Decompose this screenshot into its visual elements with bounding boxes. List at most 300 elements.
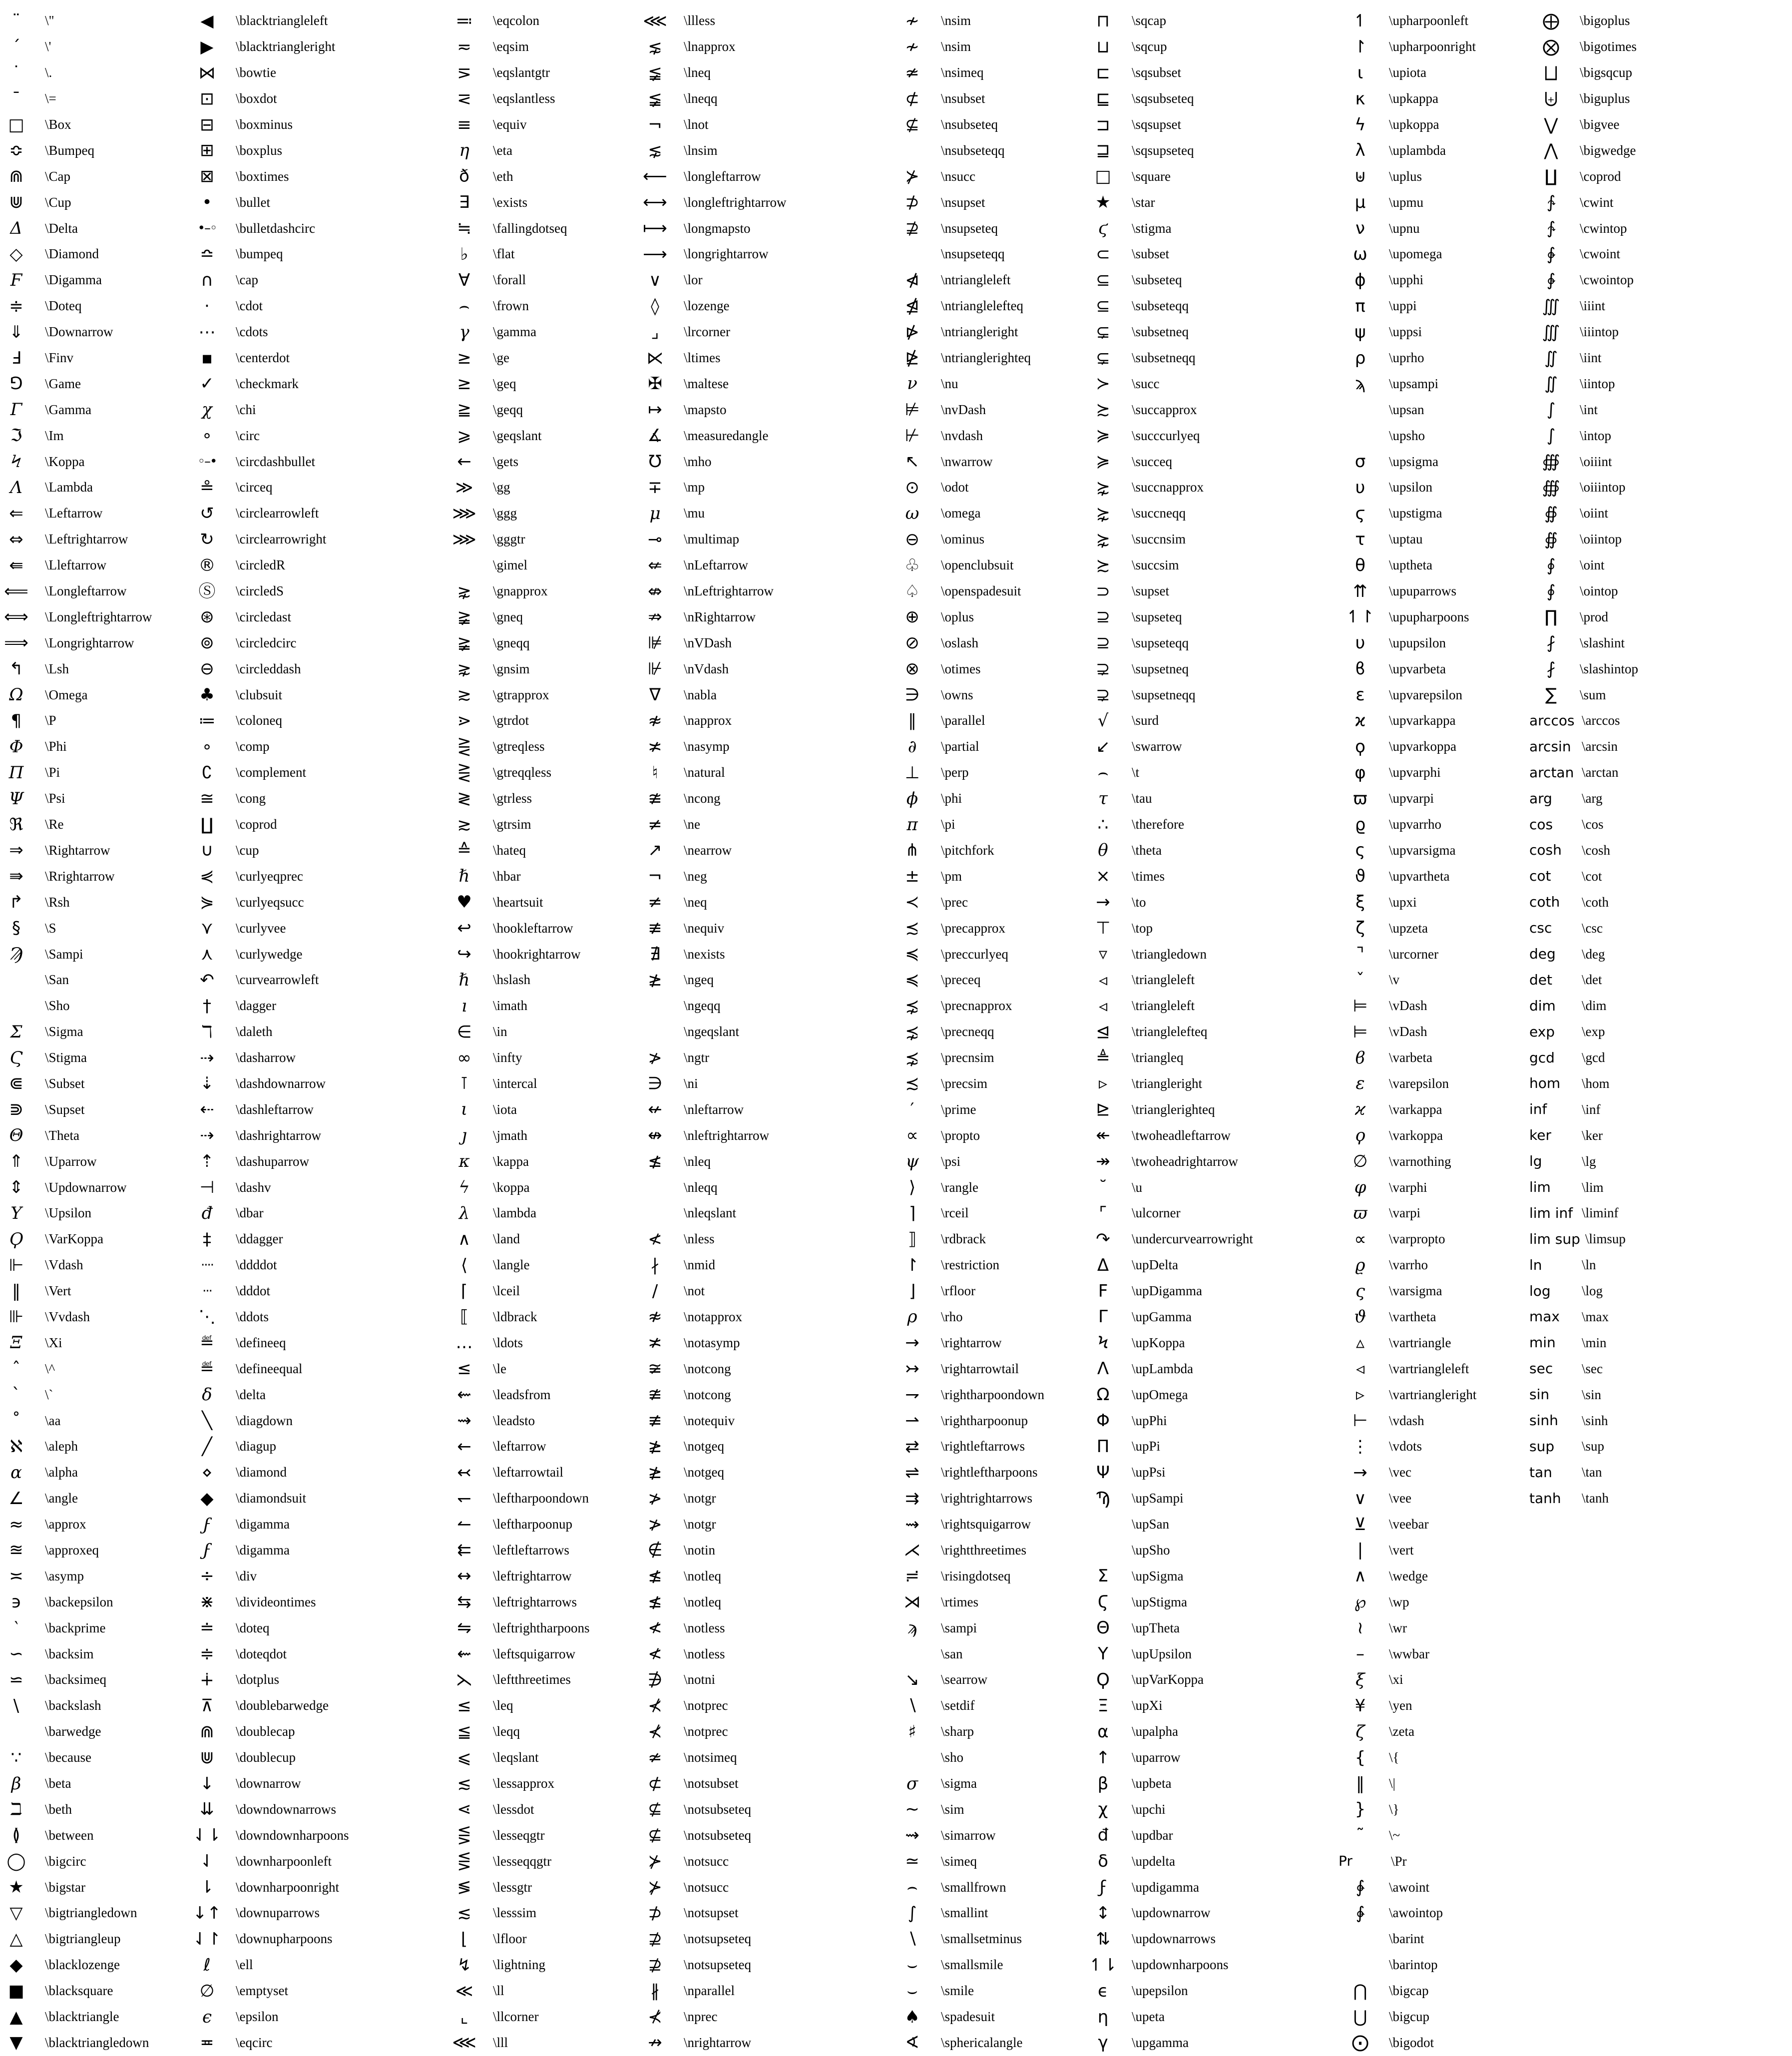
symbol-command: \gneq — [493, 609, 523, 624]
symbol-command: \upSho — [1132, 1542, 1170, 1557]
symbol-row — [183, 241, 349, 267]
symbol-row — [889, 1019, 1044, 1045]
symbol-command: \doteqdot — [236, 1646, 287, 1661]
symbol-column — [631, 8, 786, 2056]
symbol-row — [1337, 1512, 1476, 1538]
symbol-glyph: ∘ — [201, 736, 213, 757]
symbol-glyph: ⋓ — [200, 1747, 214, 1768]
symbol-command: \= — [45, 91, 56, 106]
symbol-row — [889, 241, 1044, 267]
symbol-row — [1527, 1148, 1638, 1174]
symbol-glyph: ⇅ — [1096, 1929, 1110, 1949]
symbol-row — [1079, 189, 1253, 215]
symbol-glyph: ⊕ — [905, 607, 919, 627]
symbol-command: \Longleftrightarrow — [45, 609, 152, 624]
symbol-command: \eqslantless — [493, 91, 555, 106]
symbol-command: \notsucc — [684, 1879, 729, 1895]
symbol-command: \upsho — [1389, 428, 1425, 443]
symbol-command: \notsupseteq — [684, 1931, 751, 1947]
symbol-glyph: gcd — [1529, 1049, 1555, 1066]
symbol-glyph: Π — [1096, 1436, 1110, 1457]
symbol-glyph: Δ — [10, 218, 22, 239]
symbol-glyph: § — [12, 918, 20, 939]
symbol-row — [889, 1538, 1044, 1563]
symbol-row — [1337, 863, 1476, 889]
symbol-command: \upzeta — [1389, 920, 1428, 936]
symbol-command: \beth — [45, 1801, 72, 1817]
symbol-row — [1337, 993, 1476, 1019]
symbol-glyph: △ — [9, 1929, 23, 1949]
symbol-row — [1079, 2030, 1253, 2056]
symbol-glyph: ≺ — [905, 892, 919, 913]
symbol-command: \Vvdash — [45, 1309, 90, 1324]
symbol-glyph: Pr — [1339, 1853, 1352, 1870]
symbol-glyph: Ϟ — [1097, 1333, 1109, 1353]
symbol-command: \coth — [1582, 894, 1609, 910]
symbol-row — [183, 501, 349, 526]
symbol-glyph: ⋁ — [1544, 114, 1558, 135]
symbol-command: \nVdash — [684, 661, 729, 676]
symbol-row — [0, 1848, 152, 1874]
symbol-command: \Longrightarrow — [45, 635, 134, 650]
symbol-command: \ncong — [684, 791, 721, 806]
symbol-command: \min — [1582, 1335, 1607, 1350]
symbol-command: \notleq — [684, 1568, 721, 1583]
symbol-glyph: ← — [457, 1436, 471, 1457]
symbol-column — [1337, 8, 1476, 2056]
symbol-command: \nsimeq — [941, 65, 984, 80]
symbol-command: \ntriangleleft — [941, 272, 1011, 288]
symbol-glyph: ⇜ — [457, 1385, 471, 1405]
symbol-row — [1079, 526, 1253, 552]
symbol-command: \blacktriangleleft — [236, 13, 328, 28]
symbol-row — [183, 1745, 349, 1771]
symbol-command: \" — [45, 13, 54, 28]
symbol-row — [183, 915, 349, 941]
symbol-command: \openspadesuit — [941, 583, 1021, 599]
symbol-row — [441, 501, 589, 526]
symbol-row — [889, 734, 1044, 760]
symbol-row — [1079, 1615, 1253, 1641]
symbol-row — [183, 682, 349, 708]
symbol-row — [183, 163, 349, 189]
symbol-command: \~ — [1389, 1827, 1400, 1843]
symbol-glyph: Ⓢ — [198, 581, 216, 601]
symbol-row — [631, 2004, 786, 2030]
symbol-glyph: ⊉ — [905, 218, 919, 239]
symbol-row — [1079, 734, 1253, 760]
symbol-glyph: ϑ — [1354, 866, 1366, 887]
symbol-command: \bigstar — [45, 1879, 85, 1895]
symbol-row — [183, 1874, 349, 1900]
symbol-row — [889, 1096, 1044, 1122]
symbol-row — [631, 552, 786, 578]
symbol-command: \downupharpoons — [236, 1931, 333, 1947]
symbol-glyph: ⇢ — [200, 1125, 214, 1146]
symbol-glyph: ⊀ — [648, 2007, 662, 2027]
symbol-command: \^ — [45, 1361, 55, 1376]
symbol-row — [441, 1460, 589, 1486]
symbol-row — [0, 1356, 152, 1382]
symbol-row — [441, 786, 589, 812]
symbol-row — [183, 786, 349, 812]
symbol-command: \dagger — [236, 998, 276, 1014]
symbol-glyph: ↯ — [457, 1955, 471, 1975]
symbol-row — [0, 1926, 152, 1952]
symbol-glyph: coth — [1529, 894, 1560, 911]
symbol-glyph: ι — [1357, 62, 1363, 83]
symbol-command: \nvDash — [941, 402, 986, 417]
symbol-row — [0, 2030, 152, 2056]
symbol-command: \twoheadleftarrow — [1132, 1127, 1231, 1143]
symbol-glyph: ≐ — [200, 1618, 214, 1638]
symbol-glyph: ⨀ — [1351, 2033, 1369, 2053]
symbol-row — [889, 1304, 1044, 1330]
symbol-row — [441, 86, 589, 112]
symbol-row — [1079, 371, 1253, 397]
symbol-glyph: ⌉ — [908, 1203, 916, 1223]
symbol-glyph: { — [1354, 1747, 1366, 1768]
symbol-glyph: ⊀ — [648, 1721, 662, 1742]
symbol-command: \wp — [1389, 1594, 1409, 1609]
symbol-command: \upupharpoons — [1389, 609, 1469, 624]
symbol-glyph: ≮ — [648, 1618, 662, 1638]
symbol-glyph: ∖ — [906, 1695, 918, 1716]
symbol-command: \} — [1389, 1801, 1399, 1817]
symbol-glyph: ≝ — [200, 1333, 214, 1353]
symbol-row — [889, 1071, 1044, 1097]
symbol-row — [631, 1071, 786, 1097]
symbol-glyph: ⇃↾ — [193, 1929, 221, 1949]
symbol-command: \succ — [1132, 376, 1160, 391]
symbol-glyph: ∰ — [1542, 452, 1560, 472]
symbol-glyph: ♤ — [904, 581, 920, 601]
symbol-row — [1527, 1382, 1638, 1408]
symbol-glyph: Ϡ — [1095, 1488, 1111, 1509]
symbol-glyph: ⊊ — [1096, 348, 1110, 368]
symbol-command: \updigamma — [1132, 1879, 1199, 1895]
symbol-row — [441, 1589, 589, 1615]
symbol-row — [631, 1978, 786, 2004]
symbol-command: \rightrightarrows — [941, 1491, 1032, 1506]
symbol-row — [0, 112, 152, 138]
symbol-command: \sqcup — [1132, 39, 1167, 54]
symbol-command: \simeq — [941, 1853, 977, 1869]
symbol-row — [0, 345, 152, 371]
symbol-command: \lambda — [493, 1205, 536, 1221]
symbol-glyph: ≉ — [648, 1307, 662, 1327]
symbol-glyph: ⊻ — [1354, 1514, 1366, 1535]
symbol-command: \curlywedge — [236, 946, 303, 962]
symbol-glyph: ⇎ — [648, 581, 662, 601]
symbol-glyph: θ — [1098, 840, 1108, 861]
symbol-command: \ntrianglelefteq — [941, 298, 1023, 314]
symbol-row — [631, 8, 786, 34]
symbol-command: \cwoint — [1580, 246, 1620, 262]
symbol-command: \coprod — [1580, 168, 1621, 184]
symbol-command: \upvarrho — [1389, 817, 1441, 832]
symbol-glyph: exp — [1529, 1023, 1555, 1040]
symbol-row — [1079, 1019, 1253, 1045]
symbol-row — [1079, 1822, 1253, 1848]
symbol-glyph: ⊋ — [1096, 659, 1110, 679]
symbol-command: \subsetneqq — [1132, 350, 1196, 366]
symbol-row — [631, 1641, 786, 1667]
symbol-command: \smallfrown — [941, 1879, 1006, 1895]
symbol-command: \upSampi — [1132, 1491, 1184, 1506]
symbol-glyph: ≽ — [1096, 426, 1110, 446]
symbol-glyph: ℓ — [203, 1955, 211, 1975]
symbol-row — [1337, 838, 1476, 864]
symbol-command: \circlearrowleft — [236, 506, 319, 521]
symbol-row — [441, 915, 589, 941]
symbol-glyph: ↪ — [457, 944, 471, 964]
symbol-glyph: ⋂ — [1353, 1981, 1367, 2001]
symbol-glyph: ⋩ — [1096, 529, 1110, 549]
symbol-command: \lnsim — [684, 142, 718, 158]
symbol-row — [0, 1538, 152, 1563]
symbol-glyph: ⇌ — [905, 1462, 919, 1483]
symbol-row — [1079, 1278, 1253, 1304]
symbol-glyph: ⟦ — [460, 1307, 468, 1327]
symbol-row — [1079, 630, 1253, 656]
symbol-row — [1527, 1096, 1638, 1122]
symbol-row — [1527, 734, 1638, 760]
symbol-row — [1337, 812, 1476, 838]
symbol-glyph: ♥ — [456, 892, 472, 913]
symbol-row — [1527, 786, 1638, 812]
symbol-row — [1337, 967, 1476, 993]
symbol-command: \upTheta — [1132, 1620, 1180, 1635]
symbol-row — [1337, 1822, 1476, 1848]
symbol-command: \lightning — [493, 1957, 546, 1973]
symbol-glyph: ≾ — [905, 918, 919, 939]
symbol-command: \aleph — [45, 1439, 78, 1454]
symbol-command: \nprec — [684, 2009, 718, 2025]
symbol-command: \clubsuit — [236, 687, 282, 702]
symbol-command: \nless — [684, 1231, 715, 1247]
symbol-row — [631, 1719, 786, 1745]
symbol-command: \upbeta — [1132, 1776, 1172, 1791]
symbol-glyph: ⇉ — [905, 1488, 919, 1509]
symbol-row — [441, 734, 589, 760]
symbol-row — [1079, 1226, 1253, 1252]
symbol-glyph: ≭ — [648, 736, 662, 757]
symbol-glyph: ⋓ — [9, 192, 23, 213]
symbol-row — [183, 552, 349, 578]
symbol-command: \upgamma — [1132, 2035, 1189, 2050]
symbol-command: \nleftarrow — [684, 1101, 744, 1117]
symbol-command: \owns — [941, 687, 973, 702]
symbol-row — [1337, 1641, 1476, 1667]
symbol-command: \hslash — [493, 972, 531, 988]
symbol-glyph: ⇋ — [457, 1618, 471, 1638]
symbol-glyph: ╲ — [202, 1411, 212, 1431]
symbol-glyph: β — [11, 1773, 21, 1794]
symbol-glyph: ↛ — [648, 2033, 662, 2053]
symbol-command: \therefore — [1132, 817, 1184, 832]
symbol-glyph: ¬ — [648, 866, 662, 887]
symbol-row — [0, 1200, 152, 1226]
symbol-command: \gnapprox — [493, 583, 548, 599]
symbol-command: \lesssim — [493, 1905, 537, 1921]
symbol-row — [631, 1615, 786, 1641]
symbol-glyph: arg — [1529, 790, 1552, 807]
symbol-command: \Theta — [45, 1127, 79, 1143]
symbol-glyph: Γ — [10, 400, 22, 420]
symbol-command: \smallsmile — [941, 1957, 1003, 1973]
symbol-glyph: ϡ — [1354, 374, 1366, 394]
symbol-command: \upLambda — [1132, 1361, 1193, 1376]
symbol-column — [441, 8, 589, 2056]
symbol-glyph: ⊁ — [905, 166, 919, 187]
symbol-glyph: ℏ — [458, 970, 470, 990]
symbol-command: \in — [493, 1024, 507, 1039]
symbol-row — [889, 371, 1044, 397]
symbol-row — [889, 345, 1044, 371]
symbol-row — [631, 1874, 786, 1900]
symbol-command: \hateq — [493, 842, 526, 858]
symbol-row — [631, 1408, 786, 1434]
symbol-glyph: • — [202, 192, 212, 213]
symbol-glyph: ∮ — [1546, 555, 1556, 575]
symbol-row — [1337, 1952, 1476, 1978]
symbol-command: \circdashbullet — [236, 454, 315, 469]
symbol-command: \leftleftarrows — [493, 1542, 569, 1557]
symbol-glyph: csc — [1529, 920, 1552, 937]
symbol-glyph: ⋔ — [905, 840, 919, 861]
symbol-row — [1079, 501, 1253, 526]
symbol-row — [631, 1745, 786, 1771]
symbol-command: \ntriangleright — [941, 324, 1018, 340]
symbol-glyph: ≱ — [648, 1462, 662, 1483]
symbol-row — [0, 34, 152, 60]
symbol-glyph: ⋐ — [9, 1073, 23, 1094]
symbol-glyph: ⟷ — [643, 192, 667, 213]
symbol-row — [441, 1434, 589, 1460]
symbol-row — [1079, 2004, 1253, 2030]
symbol-command: \upUpsilon — [1132, 1646, 1192, 1661]
symbol-command: \nleqq — [684, 1179, 718, 1195]
symbol-command: \risingdotseq — [941, 1568, 1011, 1583]
symbol-command: \downdownharpoons — [236, 1827, 349, 1843]
symbol-row — [631, 137, 786, 163]
symbol-command: \theta — [1132, 842, 1162, 858]
symbol-glyph: ↶ — [200, 970, 214, 990]
symbol-command: \barint — [1389, 1931, 1424, 1947]
symbol-row — [0, 1252, 152, 1278]
symbol-row — [1527, 915, 1638, 941]
symbol-row — [1079, 1096, 1253, 1122]
symbol-glyph: ↮ — [648, 1125, 662, 1146]
symbol-glyph: ϐ — [1355, 659, 1365, 679]
symbol-glyph: Σ — [10, 1022, 22, 1042]
symbol-glyph: ⇀ — [905, 1411, 919, 1431]
symbol-glyph: ∂ — [907, 736, 917, 757]
symbol-glyph: ↿↾ — [1346, 607, 1374, 627]
symbol-command: \precapprox — [941, 920, 1005, 936]
symbol-row — [1527, 423, 1638, 449]
symbol-command: \leadsfrom — [493, 1387, 551, 1402]
symbol-row — [1527, 34, 1638, 60]
symbol-glyph: ⊠ — [200, 166, 214, 187]
symbol-command: \blacktriangle — [45, 2009, 119, 2025]
symbol-row — [183, 1563, 349, 1589]
symbol-row — [441, 760, 589, 786]
symbol-glyph: arctan — [1529, 764, 1574, 781]
symbol-command: \veebar — [1389, 1517, 1429, 1532]
symbol-glyph: † — [203, 996, 211, 1016]
symbol-command: \P — [45, 713, 56, 728]
symbol-row — [183, 1071, 349, 1097]
symbol-glyph: \ — [13, 1695, 19, 1716]
symbol-glyph: Δ — [1097, 1255, 1109, 1275]
symbol-glyph: ϛ — [1355, 503, 1365, 523]
symbol-command: \longleftrightarrow — [684, 194, 787, 210]
symbol-glyph: π — [1355, 296, 1365, 316]
symbol-glyph: ◇ — [9, 244, 23, 264]
symbol-command: \nsucc — [941, 168, 975, 184]
symbol-command: \koppa — [493, 1179, 530, 1195]
symbol-command: \Rrightarrow — [45, 868, 115, 884]
symbol-row — [0, 682, 152, 708]
symbol-glyph: ⋀ — [1544, 140, 1558, 161]
symbol-command: \dddot — [236, 1283, 271, 1299]
symbol-row — [183, 734, 349, 760]
symbol-command: \Psi — [45, 791, 65, 806]
symbol-command: \upstigma — [1389, 506, 1442, 521]
symbol-row — [631, 915, 786, 941]
symbol-row — [889, 1563, 1044, 1589]
symbol-glyph: ∳ — [1355, 1903, 1365, 1923]
symbol-row — [441, 423, 589, 449]
symbol-command: \gets — [493, 454, 518, 469]
symbol-command: \leq — [493, 1698, 513, 1713]
symbol-command: \oiintop — [1580, 531, 1622, 547]
symbol-glyph: ⋌ — [903, 1540, 921, 1560]
symbol-command: \hookrightarrow — [493, 946, 581, 962]
symbol-row — [1527, 708, 1638, 734]
symbol-glyph: ⌝ — [1356, 944, 1364, 964]
symbol-command: \notsubseteq — [684, 1801, 751, 1817]
symbol-glyph: ∄ — [649, 944, 661, 964]
symbol-command: \emptyset — [236, 1983, 288, 1999]
symbol-command: \sho — [941, 1750, 964, 1765]
symbol-row — [1079, 1563, 1253, 1589]
symbol-row — [1527, 863, 1638, 889]
symbol-row — [0, 1304, 152, 1330]
symbol-row — [1337, 1226, 1476, 1252]
symbol-command: \int — [1580, 402, 1598, 417]
symbol-glyph: ≧ — [457, 400, 471, 420]
symbol-row — [0, 1615, 152, 1641]
symbol-command: \upvarsigma — [1389, 842, 1456, 858]
symbol-glyph: ⇣ — [200, 1073, 214, 1094]
symbol-command: \to — [1132, 894, 1146, 910]
symbol-row — [441, 1408, 589, 1434]
symbol-glyph: ⊭ — [904, 400, 920, 420]
symbol-command: \nmid — [684, 1257, 716, 1273]
symbol-glyph: ⊤ — [1095, 918, 1111, 939]
symbol-command: \ell — [236, 1957, 253, 1973]
symbol-row — [1079, 319, 1253, 345]
symbol-command: \sphericalangle — [941, 2035, 1023, 2050]
symbol-glyph: ≮ — [648, 1229, 662, 1249]
symbol-glyph: ∵ — [10, 1747, 22, 1768]
symbol-command: \lessapprox — [493, 1776, 554, 1791]
symbol-command: \maltese — [684, 376, 729, 391]
symbol-row — [1527, 967, 1638, 993]
